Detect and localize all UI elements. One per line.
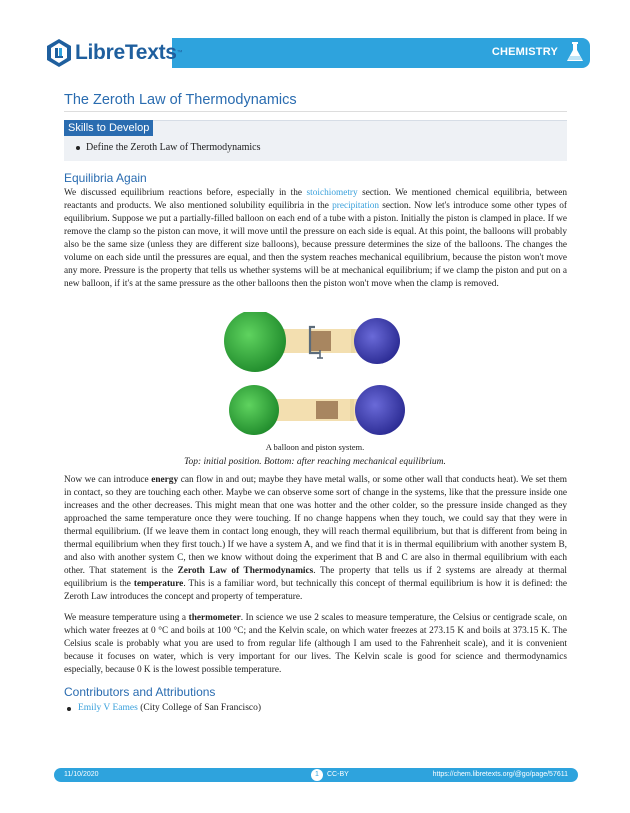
green-balloon-top [224, 312, 286, 372]
text-span: . In science we use 2 scales to measure temperature, the Celsius or centigrade scale, on which water freezes at 0 °C and boils at 100 °C; and the Kelvin scale, on which water freezes at 273.15 K and boils at 373.15 K. The Celsius scale is probably what you are used to from regular life (although I am used to the Fahrenheit scale), and it is convenient because it focuses on water, which is very important for our lives. The Kelvin scale is good for science and thermodynamics especially, because 0 K is the lowest possible temperature. [64, 613, 567, 675]
link-contributor[interactable]: Emily V Eames [78, 703, 138, 713]
bold-term: thermometer [188, 613, 241, 623]
text-span: . The property that tells us if 2 systems are already at thermal equilibrium is the [64, 566, 567, 589]
text-span: Now we can introduce [64, 475, 152, 485]
title-divider [64, 111, 567, 112]
skills-label: Skills to Develop [64, 120, 153, 136]
text-span: section. Now let's introduce some other types of equilibrium. Suppose we put a partially-filled balloon on each end of a tube with a piston. Initially the piston is clamped in place. If we remove the clamp so the piston can move, it will move until the pressure on each side is equal. At this point, the balloons will probably also be the same size (unless they are different size balloons), because pressure determines the size of the balloons. The changes the volume on each side until the pressures are equal, and then the system reaches mechanical equilibrium, because the piston won't move any more. Pressure is the property that tells us whether systems will be at mechanical equilibrium; if we clamp the piston and put on a new balloon, if it's at the same pressure as the other balloons then the piston won't move when the clamp is removed. [64, 201, 567, 289]
text-span: can flow in and out; maybe they have metal walls, or some other wall that conducts heat). We set them in contact, so they are touching each other. Maybe we can observe some sort of change in the systems, like that the pressure inside one increases and the other decreases. This might mean that one was hotter and the other colder, so the pressure inside changed as they approached the same temperature once they were touching. If no change happens when they touch, we could say that they were in thermal equilibrium. (If we leave them in contact long enough, they will reach thermal equilibrium, but that is different from being in thermal equilibrium when they first touch.) If we have a system A, and we find that it is in thermal equilibrium with another system B, and also with another system C, then we know without doing the experiment that B and C are also in thermal equilibrium with each other. That statement is the [64, 475, 567, 576]
contributor-affiliation: (City College of San Francisco) [137, 703, 262, 713]
blue-balloon-top [354, 318, 400, 364]
logo-trademark: ™ [176, 50, 183, 56]
logo-text: LibreTexts [75, 41, 177, 64]
footer-license: CC-BY [327, 771, 349, 778]
paragraph-equilibria [64, 187, 567, 291]
page-number: 1 [311, 769, 323, 781]
figure-subcaption: Top: initial position. Bottom: after reaching mechanical equilibrium. [184, 457, 446, 467]
text-span: section. We mentioned chemical equilibria, between reactants and products. We also mentioned solubility equilibria in the [64, 188, 567, 211]
footer-url[interactable]: https://chem.libretexts.org/@go/page/57611 [432, 771, 568, 778]
libretexts-logo-icon [46, 38, 72, 68]
piston-bottom [316, 401, 338, 419]
bold-term: temperature [133, 579, 184, 589]
piston-top [309, 331, 331, 351]
link-stoichiometry[interactable]: stoichiometry [306, 188, 358, 198]
contributor-item [78, 703, 261, 713]
paragraph-thermal-equilibrium [64, 474, 567, 604]
text-span: We discussed equilibrium reactions before, especially in the [64, 188, 307, 198]
bullet-icon [76, 146, 80, 150]
text-span: We measure temperature using a [64, 613, 189, 623]
section-heading-equilibria: Equilibria Again [64, 171, 147, 185]
page-title: The Zeroth Law of Thermodynamics [64, 92, 297, 108]
blue-balloon-bottom [355, 385, 405, 435]
link-precipitation[interactable]: precipitation [332, 201, 380, 211]
skills-item: Define the Zeroth Law of Thermodynamics [86, 142, 261, 153]
figure-caption: A balloon and piston system. [265, 442, 365, 452]
paragraph-thermometer [64, 612, 567, 677]
green-balloon-bottom [229, 385, 279, 435]
logo[interactable] [46, 38, 183, 68]
section-heading-contributors: Contributors and Attributions [64, 685, 216, 699]
subject-label[interactable]: CHEMISTRY [491, 46, 558, 58]
balloon-piston-figure [222, 312, 408, 438]
footer-date: 11/10/2020 [64, 771, 99, 778]
bullet-icon [67, 707, 71, 711]
tube-bottom [268, 399, 358, 421]
flask-icon [566, 42, 584, 62]
bold-term: energy [151, 475, 179, 485]
text-span: . This is a familiar word, but technically this concept of thermal equilibrium is how it is defined: the Zeroth Law introduces the concept and property of temperature. [64, 579, 567, 602]
bold-term: Zeroth Law of Thermodynamics [177, 566, 314, 576]
